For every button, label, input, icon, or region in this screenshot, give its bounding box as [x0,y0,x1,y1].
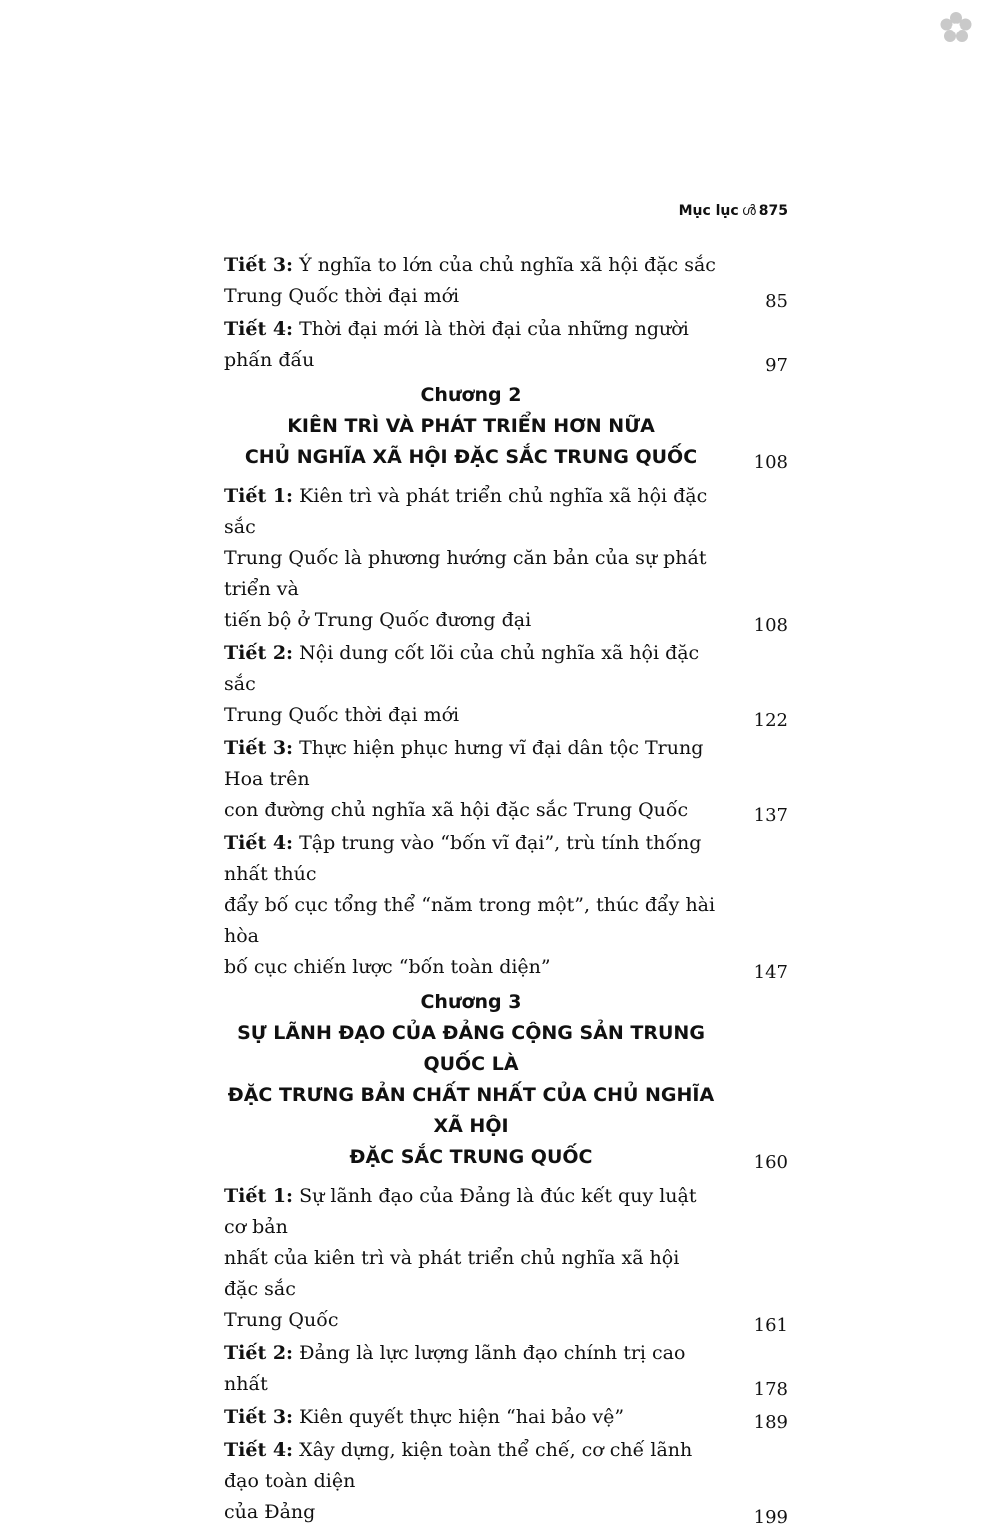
entry-page-number: 85 [765,291,788,312]
chapter-title-line: ĐẶC SẮC TRUNG QUỐC [349,1146,593,1168]
toc-entry[interactable] [224,1181,788,1336]
entry-label: Tiết 3: [224,1406,294,1428]
chapter-title-line: SỰ LÃNH ĐẠO CỦA ĐẢNG CỘNG SẢN TRUNG QUỐC LÀ [237,1022,705,1075]
entry-text: đẩy bố cục tổng thể “năm trong một”, thúc đẩy hài hòa [224,894,716,947]
entry-label: Tiết 2: [224,642,294,664]
chapter-number: Chương 2 [420,384,522,406]
entry-label: Tiết 4: [224,1439,294,1461]
entry-page-number: 137 [753,805,788,826]
entry-text: của Đảng [224,1501,316,1523]
entry-text: Trung Quốc thời đại mới [224,285,460,307]
section-title: Mục lục [678,203,739,219]
entry-label: Tiết 2: [224,1342,294,1364]
toc-entry[interactable] [224,1338,788,1400]
entry-label: Tiết 3: [224,254,294,276]
entry-label: Tiết 4: [224,832,294,854]
header-page-number: 875 [758,203,788,219]
running-header [600,203,788,219]
chapter-title-line: ĐẶC TRƯNG BẢN CHẤT NHẤT CỦA CHỦ NGHĨA XÃ HỘI [227,1084,715,1137]
entry-text: con đường chủ nghĩa xã hội đặc sắc Trung Quốc [224,799,689,821]
toc-entry[interactable] [224,1435,788,1528]
toc-entry[interactable] [224,481,788,636]
entry-text: Thời đại mới là thời đại của những người phấn đấu [224,318,689,371]
entry-text: Kiên quyết thực hiện “hai bảo vệ” [299,1406,625,1428]
chapter-page-number: 160 [753,1152,788,1173]
entry-label: Tiết 4: [224,318,294,340]
entry-text: Nội dung cốt lõi của chủ nghĩa xã hội đặc sắc [224,642,700,695]
toc-entry[interactable] [224,733,788,826]
table-of-contents [224,250,788,1530]
entry-text: Thực hiện phục hưng vĩ đại dân tộc Trung Hoa trên [224,737,704,790]
chapter-title-line: KIÊN TRÌ VÀ PHÁT TRIỂN HƠN NỮA [287,415,655,437]
entry-text: Trung Quốc là phương hướng căn bản của sự phát triển và [224,547,707,600]
entry-text: Trung Quốc thời đại mới [224,704,460,726]
entry-page-number: 199 [753,1507,788,1528]
chapter-title-line: CHỦ NGHĨA XÃ HỘI ĐẶC SẮC TRUNG QUỐC [244,446,698,468]
toc-entry[interactable] [224,250,788,312]
entry-page-number: 161 [753,1315,788,1336]
entry-page-number: 147 [753,962,788,983]
toc-entry[interactable] [224,1402,788,1433]
toc-entry[interactable] [224,638,788,731]
entry-text: tiến bộ ở Trung Quốc đương đại [224,609,532,631]
entry-text: Kiên trì và phát triển chủ nghĩa xã hội đặc sắc [224,485,708,538]
entry-label: Tiết 3: [224,737,294,759]
chapter-heading[interactable] [224,380,788,473]
entry-page-number: 122 [753,710,788,731]
entry-page-number: 97 [765,355,788,376]
flower-seal-icon [938,10,974,46]
chapter-page-number: 108 [753,452,788,473]
entry-page-number: 178 [753,1379,788,1400]
toc-entry[interactable] [224,828,788,983]
entry-text: Trung Quốc [224,1309,339,1331]
entry-label: Tiết 1: [224,485,294,507]
entry-label: Tiết 1: [224,1185,294,1207]
entry-text: Đảng là lực lượng lãnh đạo chính trị cao nhất [224,1342,686,1395]
entry-page-number: 189 [753,1412,788,1433]
entry-text: Ý nghĩa to lớn của chủ nghĩa xã hội đặc sắc [299,254,716,276]
entry-text: Sự lãnh đạo của Đảng là đúc kết quy luật cơ bản [224,1185,697,1238]
entry-text: Tập trung vào “bốn vĩ đại”, trù tính thống nhất thúc [224,832,702,885]
entry-text: bố cục chiến lược “bốn toàn diện” [224,956,551,978]
chapter-heading[interactable] [224,987,788,1173]
entry-page-number: 108 [753,615,788,636]
ornament-icon: ൾ [741,203,756,219]
entry-text: nhất của kiên trì và phát triển chủ nghĩa xã hội đặc sắc [224,1247,680,1300]
chapter-number: Chương 3 [420,991,522,1013]
toc-entry[interactable] [224,314,788,376]
entry-text: Xây dựng, kiện toàn thể chế, cơ chế lãnh đạo toàn diện [224,1439,693,1492]
